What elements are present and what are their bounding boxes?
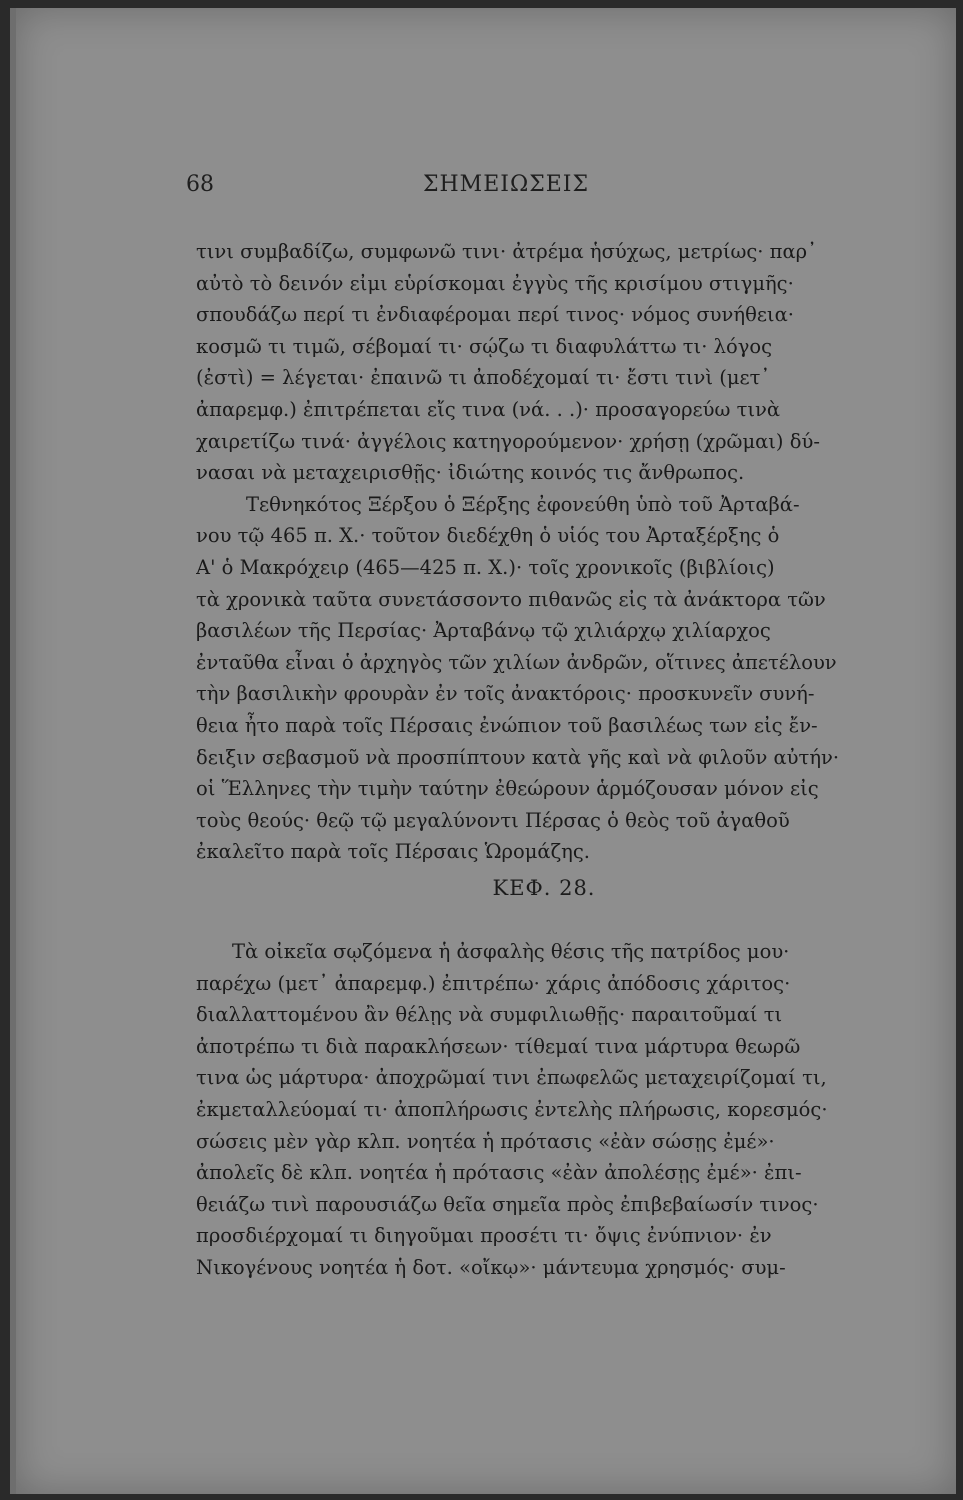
text-line: Τεθνηκότος Ξέρξου ὁ Ξέρξης ἐφονεύθη ὑπὸ τοῦ Ἀρταβά- — [246, 492, 800, 516]
text-line: βασιλέων τῆς Περσίας· Ἀρταβάνῳ τῷ χιλιάρχῳ χιλίαρχος — [196, 619, 771, 643]
text-line: ἀπολεῖς δὲ κλπ. νοητέα ἡ πρότασις «ἐὰν ἀπολέσῃς ἐμέ»· ἐπι- — [196, 1161, 802, 1185]
page-header — [186, 172, 886, 212]
text-line: (ἐστὶ) = λέγεται· ἐπαινῶ τι ἀποδέχομαί τι· ἔστι τινὶ (μετ᾽ — [196, 366, 771, 390]
text-line: διαλλαττομένου ἂν θέλῃς νὰ συμφιλιωθῇς· παραιτοῦμαί τι — [196, 1003, 783, 1027]
text-line: θειάζω τινὶ παρουσιάζω θεῖα σημεῖα πρὸς ἐπιβεβαίωσίν τινος· — [196, 1192, 819, 1216]
text-line: τοὺς θεούς· θεῷ τῷ μεγαλύνοντι Πέρσας ὁ θεὸς τοῦ ἀγαθοῦ — [196, 808, 790, 832]
text-line: χαιρετίζω τινά· ἀγγέλοις κατηγορούμενον· χρήσῃ (χρῶμαι) δύ- — [196, 429, 820, 453]
running-head: ΣΗΜΕΙΩΣΕΙΣ — [422, 172, 590, 197]
text-line: τὰ χρονικὰ ταῦτα συνετάσσοντο πιθανῶς εἰς τὰ ἀνάκτορα τῶν — [196, 587, 826, 611]
text-line: νασαι νὰ μεταχειρισθῇς· ἰδιώτης κοινός τις ἄνθρωπος. — [196, 461, 745, 485]
text-line: τινι συμβαδίζω, συμφωνῶ τινι· ἀτρέμα ἡσύχως, μετρίως· παρ᾽ — [196, 240, 817, 263]
notes-section-2 — [196, 936, 892, 1284]
notes-section-1 — [196, 236, 892, 868]
text-line: Τὰ οἰκεῖα σῳζόμενα ἡ ἀσφαλὴς θέσις τῆς πατρίδος μου· — [232, 940, 790, 963]
text-line: ἀποτρέπω τι διὰ παρακλήσεων· τίθεμαί τινα μάρτυρα θεωρῶ — [196, 1034, 801, 1058]
text-line: τινα ὡς μάρτυρα· ἀποχρῶμαί τινι ἐπωφελῶς μεταχειρίζομαί τι, — [196, 1066, 827, 1090]
text-line: παρέχω (μετ᾽ ἀπαρεμφ.) ἐπιτρέπω· χάρις ἀπόδοσις χάριτος· — [196, 971, 791, 995]
text-line: κοσμῶ τι τιμῶ, σέβομαί τι· σῴζω τι διαφυλάττω τι· λόγος — [196, 334, 773, 358]
text-line: οἱ Ἕλληνες τὴν τιμὴν ταύτην ἐθεώρουν ἁρμόζουσαν μόνον εἰς — [196, 777, 819, 801]
text-line: αὐτὸ τὸ δεινόν εἰμι εὑρίσκομαι ἐγγὺς τῆς κρισίμου στιγμῆς· — [196, 271, 794, 295]
text-line: δειξιν σεβασμοῦ νὰ προσπίπτουν κατὰ γῆς καὶ νὰ φιλοῦν αὐτήν· — [196, 745, 840, 769]
text-line: σπουδάζω περί τι ἐνδιαφέρομαι περί τινος· νόμος συνήθεια· — [196, 303, 794, 327]
text-line: Νικογένους νοητέα ἡ δοτ. «οἴκῳ»· μάντευμα χρησμός· συμ- — [196, 1255, 786, 1279]
text-line: τὴν βασιλικὴν φρουρὰν ἐν τοῖς ἀνακτόροις· προσκυνεῖν συνή- — [196, 682, 815, 706]
text-line: θεια ἦτο παρὰ τοῖς Πέρσαις ἐνώπιον τοῦ βασιλέως των εἰς ἔν- — [196, 713, 818, 737]
text-line: νου τῷ 465 π. Χ.· τοῦτον διεδέχθη ὁ υἱός του Ἀρταξέρξης ὁ — [196, 524, 780, 548]
text-line: ἐκαλεῖτο παρὰ τοῖς Πέρσαις Ὡρομάζης. — [196, 840, 590, 864]
text-line: ἐκμεταλλεύομαί τι· ἀποπλήρωσις ἐντελὴς πλήρωσις, κορεσμός· — [196, 1097, 828, 1121]
text-line: προσδιέρχομαί τι διηγοῦμαι προσέτι τι· ὄψις ἐνύπνιον· ἐν — [196, 1224, 772, 1248]
page-number: 68 — [186, 172, 214, 197]
text-line: σώσεις μὲν γὰρ κλπ. νοητέα ἡ πρότασις «ἐὰν σώσῃς ἐμέ»· — [196, 1129, 775, 1153]
text-line: ἐνταῦθα εἶναι ὁ ἀρχηγὸς τῶν χιλίων ἀνδρῶν, οἵτινες ἀπετέλουν — [196, 650, 837, 674]
text-line: ἀπαρεμφ.) ἐπιτρέπεται εἴς τινα (νά. . .)· προσαγορεύω τινὰ — [196, 397, 781, 421]
text-line: Α' ὁ Μακρόχειρ (465—425 π. Χ.)· τοῖς χρονικοῖς (βιβλίοις) — [196, 555, 775, 579]
chapter-heading: ΚΕΦ. 28. — [492, 876, 596, 900]
